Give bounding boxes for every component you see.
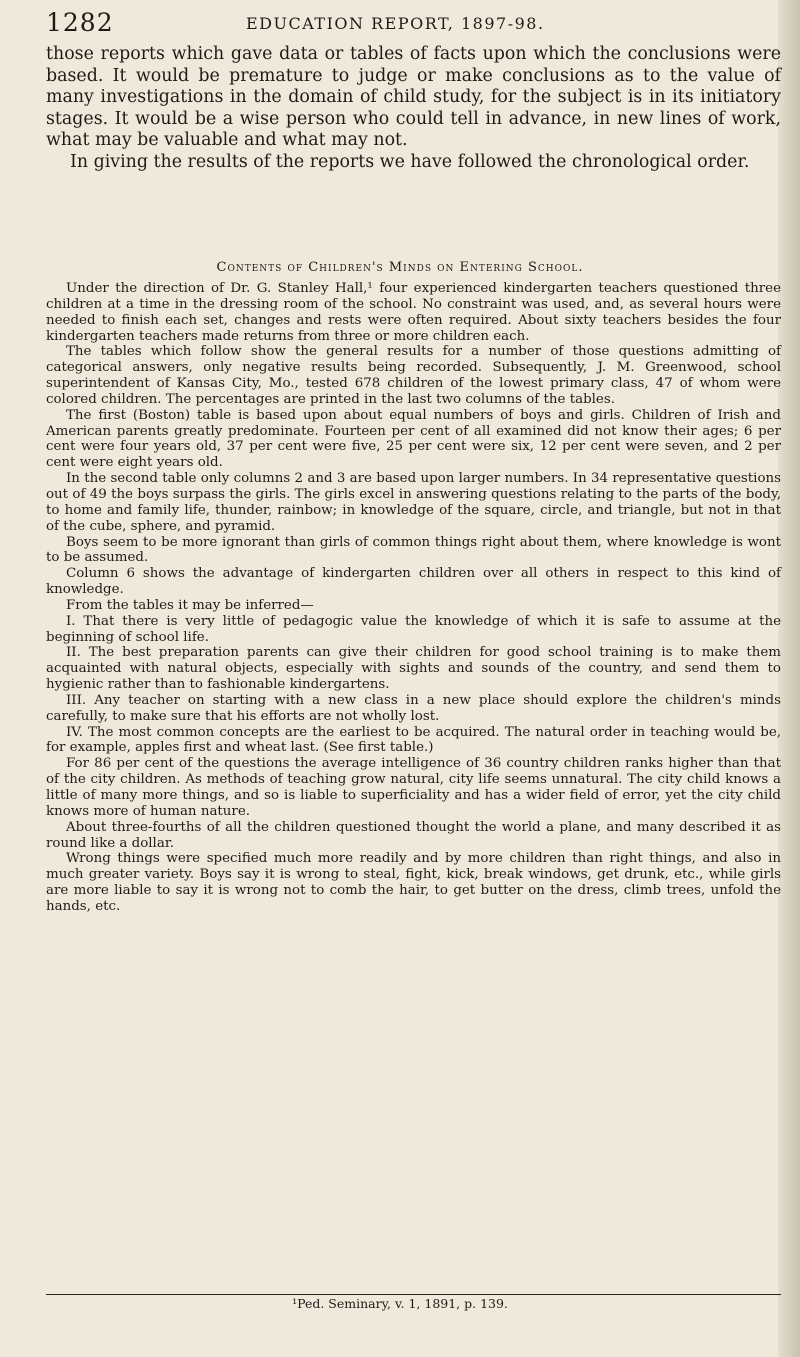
paragraph: Under the direction of Dr. G. Stanley Hall,¹ four experienced kindergarten teachers questioned three children at a time in the dressing room of the school. No constraint was used, and, as several hours were needed to finish each set, changes and rests were often required. About sixty teachers besides the four kindergarten teachers made returns from three or more children each. [46, 281, 781, 344]
paragraph: The tables which follow show the general results for a number of those questions admitting of categorical answers, only negative results being recorded. Subsequently, J. M. Greenwood, school superintendent of Kansas City, Mo., tested 678 children of the lowest primary class, 47 of whom were colored children. The percentages are printed in the last two columns of the tables. [46, 344, 781, 407]
paragraph: For 86 per cent of the questions the average intelligence of 36 country children ranks higher than that of the city children. As methods of teaching grow natural, city life seems unnatural. The city child knows a little of many more things, and so is liable to superficiality and has a wider field of error, yet the city child knows more of human nature. [46, 756, 781, 819]
intro-paragraph: those reports which gave data or tables of facts upon which the conclusions were based. It would be premature to judge or make conclusions as to the value of many investigations in the domain of child study, for the subject is in its initiatory stages. It would be a wise person who could tell in advance, in new lines of work, what may be valuable and what may not. [46, 44, 781, 151]
running-head: EDUCATION REPORT, 1897-98. [246, 14, 545, 33]
paragraph: Column 6 shows the advantage of kindergarten children over all others in respect to this kind of knowledge. [46, 566, 781, 598]
paragraph: From the tables it may be inferred— [66, 597, 314, 613]
paragraph: The first (Boston) table is based upon about equal numbers of boys and girls. Children of Irish and American parents greatly predominate. Fourteen per cent of all examined did not know their ages; 6 per cent were four years old, 37 per cent were five, 25 per cent were six, 12 per cent were seven, and 2 per cent were eight years old. [46, 407, 781, 471]
paragraph: Boys seem to be more ignorant than girls of common things right about them, where knowledge is wont to be assumed. [46, 534, 781, 566]
paragraph: I. That there is very little of pedagogic value the knowledge of which it is safe to assume at the beginning of school life. [46, 613, 781, 645]
paragraph: II. The best preparation parents can give their children for good school training is to make them acquainted with natural objects, especially with sights and sounds of the country, and send them to hygienic rather than to fashionable kindergartens. [46, 645, 781, 693]
footnote-rule [46, 1294, 781, 1295]
section-heading: Contents of Children's Minds on Entering School. [216, 260, 584, 275]
paragraph: IV. The most common concepts are the earliest to be acquired. The natural order in teaching would be, for example, apples first and wheat last. (See first table.) [46, 724, 781, 756]
body-text [46, 281, 781, 915]
paragraph: About three-fourths of all the children questioned thought the world a plane, and many described it as round like a dollar. [46, 819, 781, 851]
intro-text [46, 44, 781, 174]
paragraph: III. Any teacher on starting with a new class in a new place should explore the children's minds carefully, to make sure that his efforts are not wholly lost. [46, 692, 781, 724]
paragraph: Wrong things were specified much more readily and by more children than right things, and also in much greater variety. Boys say it is wrong to steal, fight, kick, break windows, get drunk, etc., while girls are more liable to say it is wrong not to comb the hair, to get butter on the dress, climb trees, unfold the hands, etc. [46, 851, 781, 914]
page-header [46, 8, 766, 44]
page-edge [778, 0, 800, 1357]
paragraph: In the second table only columns 2 and 3 are based upon larger numbers. In 34 representative questions out of 49 the boys surpass the girls. The girls excel in answering questions relating to the parts of the body, to home and family life, thunder, rainbow; in knowledge of the square, circle, and triangle, but not in that of the cube, sphere, and pyramid. [46, 471, 781, 534]
footnote: ¹Ped. Seminary, v. 1, 1891, p. 139. [292, 1296, 508, 1311]
intro-paragraph: In giving the results of the reports we have followed the chronological order. [70, 151, 750, 172]
page-number: 1282 [46, 8, 114, 37]
